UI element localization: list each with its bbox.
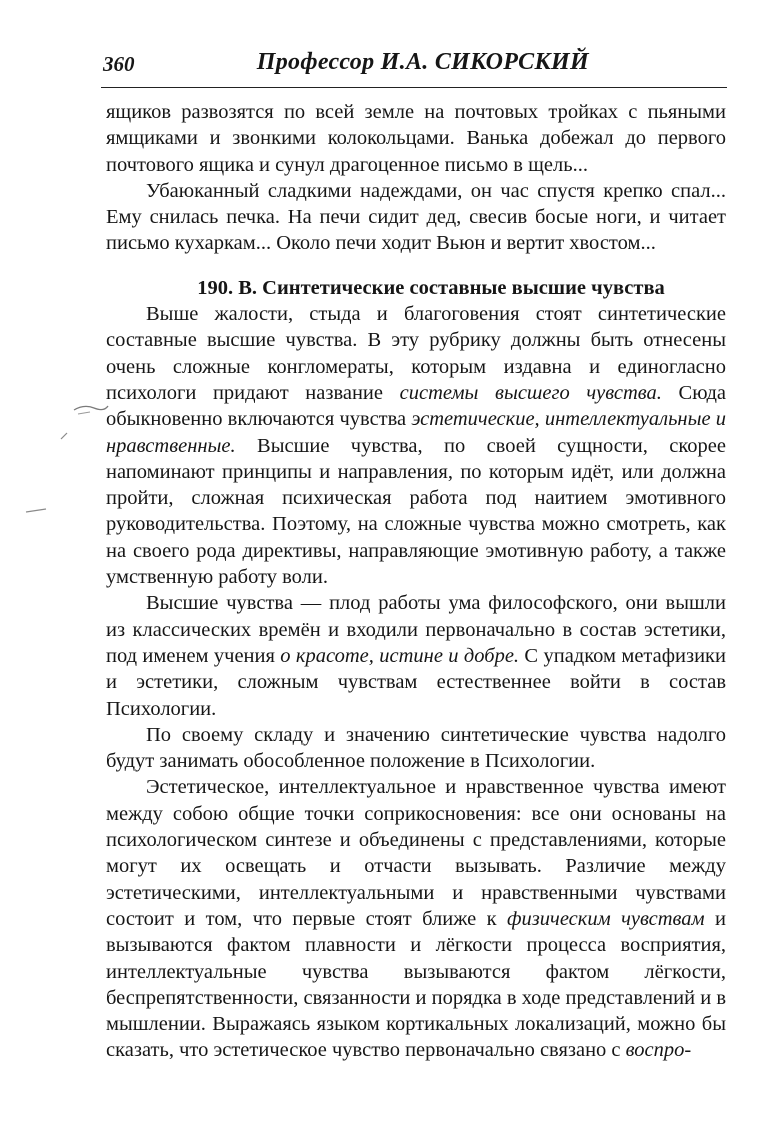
paragraph — [106, 178, 726, 257]
scan-dust-mark — [58, 430, 72, 442]
paragraph — [106, 774, 726, 1063]
italic-text: системы высшего чувства. — [399, 381, 662, 404]
italic-text: физическим чувствам — [507, 907, 705, 930]
page-number: 360 — [103, 52, 135, 76]
text-run: Выше жалости, стыда и благоговения стоят синтетические составные высшие чувства. В эту рубрику должны быть отнесены очень сложные конгломераты, которым издавна и единогласно психологи придают название — [106, 303, 726, 404]
text-run: 190. В. Синтетические составные высшие чувства — [197, 276, 665, 299]
italic-text: воспро- — [625, 1039, 692, 1062]
paragraph — [106, 301, 726, 590]
scan-dust-mark — [24, 504, 50, 516]
text-run: С упадком метафизики и эстетики, сложным чувствам естественнее войти в состав Психологии. — [106, 644, 726, 720]
section-heading — [106, 275, 726, 301]
italic-text: о красоте, истине и добре. — [280, 644, 520, 667]
text-run: Высшие чувства, по своей сущности, скорее напоминают принципы и направления, по которым идёт, или должна пройти, сложная психическая работа под наитием эмотивного руководительства. Поэтому, на сложные чувства можно смотреть, как на своего рода директивы, направляющие эмотивную работу, а также умственную работу воли. — [106, 434, 726, 589]
body-text — [106, 99, 726, 1064]
text-run: Убаюканный сладкими надеждами, он час спустя крепко спал... Ему снилась печка. На печи сидит дед, свесив босые ноги, и читает письмо кухаркам... Около печи ходит Вьюн и вертит хвостом... — [106, 179, 726, 255]
paragraph — [106, 722, 726, 775]
paragraph — [106, 99, 726, 178]
italic-text: эстетические, интеллектуальные и нравственные. — [106, 408, 727, 457]
text-run: Сюда обыкновенно включаются чувства — [106, 381, 726, 431]
scan-pencil-mark — [70, 398, 110, 418]
text-run: Эстетическое, интеллектуальное и нравственное чувства имеют между собою общие точки соприкосновения: все они основаны на психологическом синтезе и объединены с представлениями, которые могут их освещать и отчасти вызывать. Различие между эстетическими, интеллектуальными и нравственными чувствами состоит и том, что первые стоят ближе к — [106, 776, 726, 930]
text-run: ящиков развозятся по всей земле на почтовых тройках с пьяными ямщиками и звонкими колокольцами. Ванька добежал до первого почтового ящика и сунул драгоценное письмо в щель... — [106, 101, 726, 176]
text-run: и вызываются фактом плавности и лёгкости процесса восприятия, интеллектуальные чувства вызываются фактом лёгкости, беспрепятственности, связанности и порядка в ходе представлений и в мышлении. Выражаясь языком кортикальных локализаций, можно бы сказать, что эстетическое чувство первоначально связано с — [106, 907, 726, 1062]
text-run: По своему складу и значению синтетические чувства надолго будут занимать обособленное положение в Психологии. — [106, 723, 726, 773]
page-header — [101, 49, 727, 82]
paragraph — [106, 590, 726, 721]
running-title: Профессор И.А. СИКОРСКИЙ — [256, 49, 589, 75]
header-rule — [101, 87, 727, 88]
text-run: Высшие чувства — плод работы ума философского, они вышли из классических времён и входили первоначально в состав эстетики, под именем учения — [106, 592, 726, 667]
